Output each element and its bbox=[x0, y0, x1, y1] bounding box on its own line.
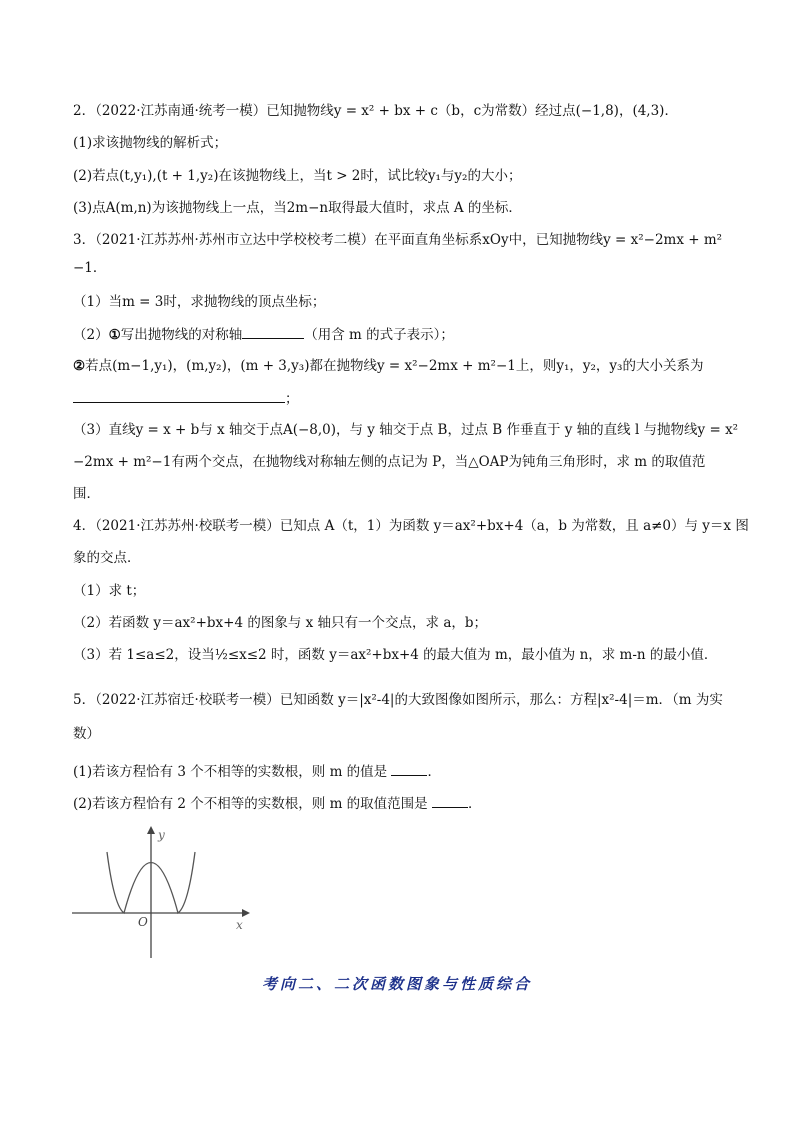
q3-part2-text: 写出抛物线的对称轴 bbox=[120, 327, 243, 343]
q3-part2-hint: （用含 m 的式子表示）； bbox=[304, 327, 454, 343]
q5-part1 bbox=[73, 761, 753, 782]
period: ． bbox=[467, 796, 482, 812]
q3-part2 bbox=[73, 324, 753, 345]
q5-stem: 5．（2022·江苏宿迁·校联考一模）已知函数 y＝|x²-4|的大致图像如图所示，那么：方程|x²-4|＝m．（m 为实 bbox=[73, 692, 723, 708]
q3-part3: （3）直线y = x + b与 x 轴交于点A(−8,0)，与 y 轴交于点 B，过点 B 作垂直于 y 轴的直线 l 与抛物线y = x² bbox=[73, 422, 739, 438]
q2-stem: 2．（2022·江苏南通·统考一模）已知抛物线y = x² + bx + c（b，c为常数）经过点(−1,8)，(4,3)． bbox=[73, 103, 678, 119]
circled-one: ① bbox=[108, 327, 121, 343]
answer-blank[interactable] bbox=[73, 388, 285, 403]
q3-stem-cont: −1． bbox=[73, 260, 107, 276]
q5-stem-cont: 数） bbox=[73, 726, 100, 742]
y-axis-label: y bbox=[158, 828, 165, 842]
q3-part1: （1）当m = 3时，求抛物线的顶点坐标； bbox=[73, 294, 326, 310]
circled-two: ② bbox=[73, 358, 86, 374]
q2-part2: (2)若点(t,y₁),(t + 1,y₂)在该抛物线上，当t > 2时，试比较y₁与y₂的大小； bbox=[73, 168, 522, 184]
q3-part2b-answer bbox=[73, 388, 753, 409]
q5-part2 bbox=[73, 793, 753, 814]
q5-part1-text: (1)若该方程恰有 3 个不相等的实数根，则 m 的值是 bbox=[73, 764, 388, 780]
answer-blank[interactable] bbox=[242, 324, 304, 339]
origin-label: O bbox=[138, 915, 148, 929]
y-axis-arrow bbox=[147, 826, 155, 834]
q4-stem-cont: 象的交点． bbox=[73, 550, 141, 566]
q3-stem: 3．（2021·江苏苏州·苏州市立达中学校校考二模）在平面直角坐标系xOy中，已知抛物线y = x²−2mx + m² bbox=[73, 232, 723, 248]
q4-part2: （2）若函数 y＝ax²+bx+4 的图象与 x 轴只有一个交点，求 a，b； bbox=[73, 615, 488, 631]
q3-part2b-text: 若点(m−1,y₁)，(m,y₂)，(m + 3,y₃)都在抛物线y = x²−2mx + m²−1上，则y₁，y₂，y₃的大小关系为 bbox=[85, 358, 704, 374]
q2-part1: (1)求该抛物线的解析式； bbox=[73, 135, 228, 151]
semicolon: ； bbox=[285, 391, 299, 407]
q3-part3-cont: −2mx + m²−1有两个交点，在抛物线对称轴左侧的点记为 P，当△OAP为钝角三角形时，求 m 的取值范 bbox=[73, 454, 706, 470]
q4-part3: （3）若 1≤a≤2，设当½≤x≤2 时，函数 y＝ax²+bx+4 的最大值为 m，最小值为 n，求 m-n 的最小值． bbox=[73, 647, 718, 663]
q4-part1: （1）求 t； bbox=[73, 583, 146, 599]
period: ． bbox=[427, 764, 441, 780]
section-heading: 考向二、二次函数图象与性质综合 bbox=[261, 975, 532, 993]
answer-blank[interactable] bbox=[432, 793, 468, 808]
x-axis-arrow bbox=[242, 909, 250, 917]
x-axis-label: x bbox=[236, 918, 243, 932]
q4-stem: 4．（2021·江苏苏州·校联考一模）已知点 A（t，1）为函数 y＝ax²+bx+4（a，b 为常数，且 a≠0）与 y＝x 图 bbox=[73, 518, 749, 534]
q3-part3-end: 围． bbox=[73, 486, 100, 502]
q3-part2b bbox=[73, 356, 753, 376]
q2-part3: (3)点A(m,n)为该抛物线上一点，当2m−n取得最大值时，求点 A 的坐标． bbox=[73, 200, 522, 216]
q3-part2-num: （2） bbox=[73, 327, 109, 343]
q5-part2-text: (2)若该方程恰有 2 个不相等的实数根，则 m 的取值范围是 bbox=[73, 796, 428, 812]
function-graph bbox=[70, 822, 250, 962]
answer-blank[interactable] bbox=[391, 761, 427, 776]
